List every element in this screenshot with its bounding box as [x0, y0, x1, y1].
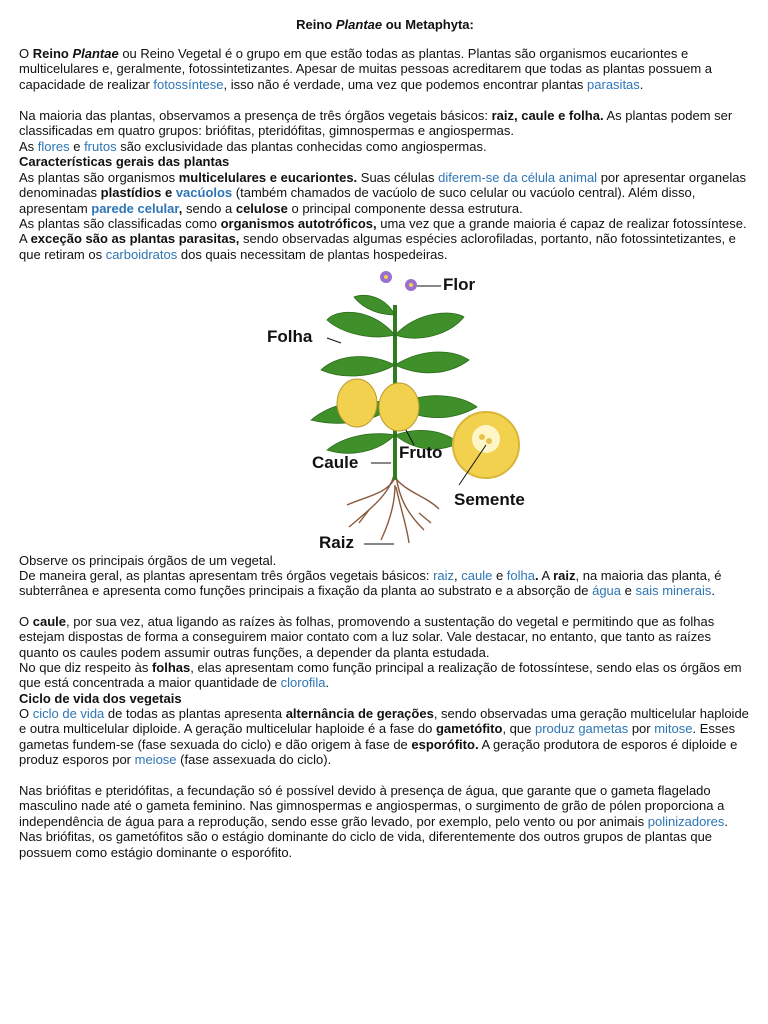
section-heading-ciclo: Ciclo de vida dos vegetais — [19, 691, 182, 706]
link-meiose[interactable]: meiose — [134, 752, 177, 768]
link-celula-animal[interactable]: diferem-se da célula animal — [438, 170, 598, 185]
link-flores[interactable]: flores — [37, 139, 70, 154]
section3-paragraph-1: O ciclo de vida de todas as plantas apresenta alternância de gerações, sendo observadas uma geração multicelular haploide e outra multicelular diploide. A geração multicelular haploide é a fase do gametófito, que produz gametas por mitose. Esses gametas fundem-se (fase sexuada do ciclo) e dão origem à fase de esporófito. A geração produtora de esporos é diploide e produz esporos por meiose (fase assexuada do ciclo). — [19, 706, 749, 768]
section1-paragraph-1: As plantas são organismos multicelulares e eucariontes. Suas células diferem-se da célula animal por apresentar organelas denominadas plastídios e vacúolos (também chamados de vacúolo de suco celular ou vacúolo central). Além disso, apresentam parede celular, sendo a celulose o principal componente dessa estrutura. — [19, 170, 746, 216]
link-vacuolos[interactable]: vacúolos — [175, 185, 233, 201]
label-flor: Flor — [443, 275, 476, 294]
intro-paragraph-1: O Reino Plantae ou Reino Vegetal é o grupo em que estão todas as plantas. Plantas são organismos eucariontes e multicelulares e, geralmente, fotossintetizantes. Apesar de muitas pessoas acreditarem que todas as plantas possuem a capacidade de realizar fotossíntese, isso não é verdade, uma vez que podemos encontrar plantas parasitas. — [19, 46, 712, 92]
section3-paragraph-2: Nas briófitas e pteridófitas, a fecundação só é possível devido à presença de água, que garante que o gameta flagelado masculino nade até o gameta feminino. Nas gimnospermas e angiospermas, o surgimento de grão de pólen proporciona a independência de água para a reprodução, sendo esse grão levado, por exemplo, pelo vento ou por animais polinizadores. Nas briófitas, os gametófitos são o estágio dominante do ciclo de vida, diferentemente dos outros grupos de plantas que possuem como estágio dominante o esporófito. — [19, 783, 729, 860]
plant-organs-figure — [249, 265, 559, 555]
link-agua[interactable]: água — [592, 583, 622, 599]
page-title: Reino Plantae ou Metaphyta: — [296, 17, 474, 32]
intro-paragraph-3: As flores e frutos são exclusividade das plantas conhecidas como angiospermas. — [19, 139, 487, 154]
link-raiz[interactable]: raiz — [433, 568, 455, 583]
link-folha[interactable]: folha — [506, 568, 535, 583]
link-parede-celular[interactable]: parede celular — [91, 200, 179, 216]
link-ciclo-de-vida[interactable]: ciclo de vida — [32, 706, 105, 721]
label-fruto: Fruto — [399, 443, 443, 462]
label-semente: Semente — [454, 490, 525, 509]
label-folha: Folha — [267, 327, 313, 346]
link-carboidratos[interactable]: carboidratos — [105, 246, 178, 262]
link-caule[interactable]: caule — [461, 568, 493, 583]
section-heading-caracteristicas: Características gerais das plantas — [19, 154, 230, 169]
section2-paragraph-2: O caule, por sua vez, atua ligando as raízes às folhas, promovendo a sustentação do vegetal e permitindo que as folhas estejam dispostas de forma a conseguirem maior contato com a luz solar. Vale destacar, no entanto, que tanto as raízes quanto os caules podem assumir outras funções, a depender da planta estudada. — [19, 614, 715, 660]
section2-paragraph-1: De maneira geral, as plantas apresentam três órgãos vegetais básicos: raiz, caule e folha. A raiz, na maioria das planta, é subterrânea e apresenta como funções principais a fixação da planta ao substrato e a absorção de água e sais minerais. — [19, 568, 722, 599]
intro-paragraph-2: Na maioria das plantas, observamos a presença de três órgãos vegetais básicos: raiz, caule e folha. As plantas podem ser classificadas em quatro grupos: briófitas, pteridófitas, gimnospermas e angiospermas. — [19, 108, 733, 139]
figure-caption: Observe os principais órgãos de um vegetal. — [19, 553, 277, 568]
link-polinizadores[interactable]: polinizadores — [647, 813, 725, 829]
link-clorofila[interactable]: clorofila — [280, 675, 326, 691]
roots-illustration — [347, 475, 439, 543]
link-produz-gametas[interactable]: produz gametas — [534, 721, 629, 737]
link-sais-minerais[interactable]: sais minerais — [635, 583, 712, 599]
link-mitose[interactable]: mitose — [654, 721, 693, 737]
label-caule: Caule — [312, 453, 359, 472]
link-fotossintese[interactable]: fotossíntese — [153, 76, 224, 92]
label-raiz: Raiz — [319, 533, 354, 552]
flowers-illustration — [380, 271, 417, 291]
section2-paragraph-3: No que diz respeito às folhas, elas apresentam como função principal a realização de fotossíntese, sendo elas os órgãos em que está concentrada a maior quantidade de clorofila. — [19, 660, 742, 691]
link-frutos[interactable]: frutos — [84, 139, 117, 154]
link-parasitas[interactable]: parasitas — [587, 76, 640, 92]
section1-paragraph-2: As plantas são classificadas como organismos autotróficos, uma vez que a grande maioria é capaz de realizar fotossíntese. A exceção são as plantas parasitas, sendo observadas algumas espécies aclorofiladas, portanto, não fotossintetizantes, e que retiram os carboidratos dos quais necessitam de plantas hospedeiras. — [19, 216, 747, 262]
